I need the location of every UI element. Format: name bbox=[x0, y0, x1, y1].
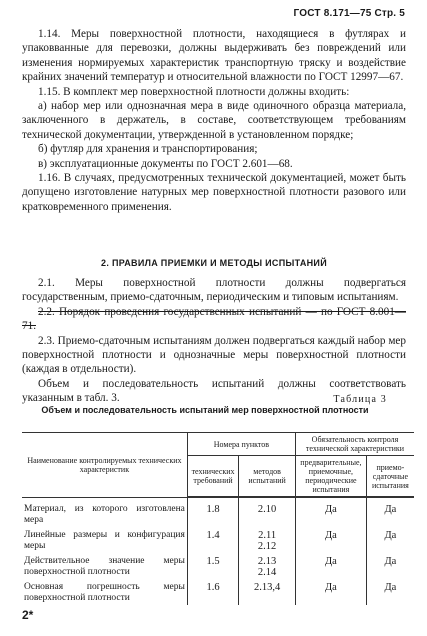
paragraph-2-1: 2.1. Меры поверхностной плотности должны подвергаться государственным, приемо-сдаточным, периодическим и типовым испытаниям. bbox=[22, 277, 406, 304]
row-methods: 2.13 2.14 bbox=[239, 553, 296, 579]
table-row bbox=[22, 579, 414, 605]
row-prelim: Да bbox=[295, 497, 366, 527]
table-3 bbox=[22, 432, 414, 605]
table-row bbox=[22, 553, 414, 579]
header-accept: приемо-сдаточные испытания bbox=[366, 456, 414, 498]
header-mandatory: Обязательность контроля технической характеристики bbox=[295, 433, 414, 456]
row-name: Основная погрешность меры поверхностной плотности bbox=[24, 581, 185, 603]
row-tech: 1.8 bbox=[187, 497, 238, 527]
row-accept: Да bbox=[366, 579, 414, 605]
row-accept: Да bbox=[366, 527, 414, 553]
row-tech: 1.4 bbox=[187, 527, 238, 553]
paragraph-2-3: 2.3. Приемо-сдаточным испытаниям должен подвергаться каждый набор мер поверхностной плотности и однозначные меры поверхностной плотности (каждая в отдельности). bbox=[22, 334, 406, 376]
table-row bbox=[22, 527, 414, 553]
paragraph-1-16: 1.16. В случаях, предусмотренных технической документацией, может быть допущено изготовление натурных мер поверхностной плотности разового или кратковременного применения. bbox=[22, 172, 406, 213]
row-methods: 2.11 2.12 bbox=[239, 527, 296, 553]
row-methods: 2.10 bbox=[239, 497, 296, 527]
row-tech: 1.6 bbox=[187, 579, 238, 605]
row-methods: 2.13,4 bbox=[239, 579, 296, 605]
row-prelim: Да bbox=[295, 553, 366, 579]
paragraph-1-15-b: б) футляр для хранения и транспортирования; bbox=[38, 143, 258, 156]
header-prelim: предварительные, приемочные, периодические испытания bbox=[295, 456, 366, 498]
paragraph-2-2-struck: 2.2. Порядок проведения государственных испытаний — по ГОСТ 8.001—71. bbox=[22, 305, 406, 333]
section-2-text bbox=[22, 276, 406, 406]
row-tech: 1.5 bbox=[187, 553, 238, 579]
running-header: ГОСТ 8.171—75 Стр. 5 bbox=[293, 8, 405, 19]
row-prelim: Да bbox=[295, 579, 366, 605]
row-accept: Да bbox=[366, 497, 414, 527]
header-methods: методов испытаний bbox=[239, 456, 296, 498]
paragraph-2-3-b: Объем и последовательность испытаний должны соответствовать указанным в табл. 3. bbox=[22, 377, 406, 405]
row-prelim: Да bbox=[295, 527, 366, 553]
row-name: Материал, из которого изготовлена мера bbox=[24, 503, 185, 525]
table-title: Объем и последовательность испытаний мер поверхностной плотности bbox=[41, 405, 369, 415]
page-number: 2* bbox=[22, 608, 34, 622]
table-row bbox=[22, 497, 414, 527]
table-label: Таблица 3 bbox=[333, 394, 387, 405]
header-items: Номера пунктов bbox=[187, 433, 295, 456]
header-tech: технических требований bbox=[187, 456, 238, 498]
row-accept: Да bbox=[366, 553, 414, 579]
row-name: Линейные размеры и конфигурация меры bbox=[24, 529, 185, 551]
paragraph-1-15: 1.15. В комплект мер поверхностной плотности должны входить: bbox=[38, 85, 350, 98]
header-name: Наименование контролируемых технических характеристик bbox=[22, 433, 187, 498]
paragraph-1-14: 1.14. Меры поверхностной плотности, находящиеся в футлярах и упаковванные для перевозки, должны выдерживать без повреждений или изменения нормируемых характеристик транспортную тряску и воздействие крайних значений температур и относительной влажности по ГОСТ 12997—67. bbox=[22, 28, 406, 84]
section-1-text bbox=[22, 27, 406, 214]
paragraph-1-15-c: в) эксплуатационные документы по ГОСТ 2.601—68. bbox=[38, 157, 293, 170]
row-name: Действительное значение меры поверхностной плотности bbox=[24, 555, 185, 577]
paragraph-1-15-a: а) набор мер или однозначная мера в виде одиночного образца материала, заключенного в держатель, в составе, соответствующем требованиям технической документации, утвержденной в установленном порядке; bbox=[22, 100, 406, 141]
section-2-title: 2. ПРАВИЛА ПРИЕМКИ И МЕТОДЫ ИСПЫТАНИЙ bbox=[101, 258, 327, 268]
